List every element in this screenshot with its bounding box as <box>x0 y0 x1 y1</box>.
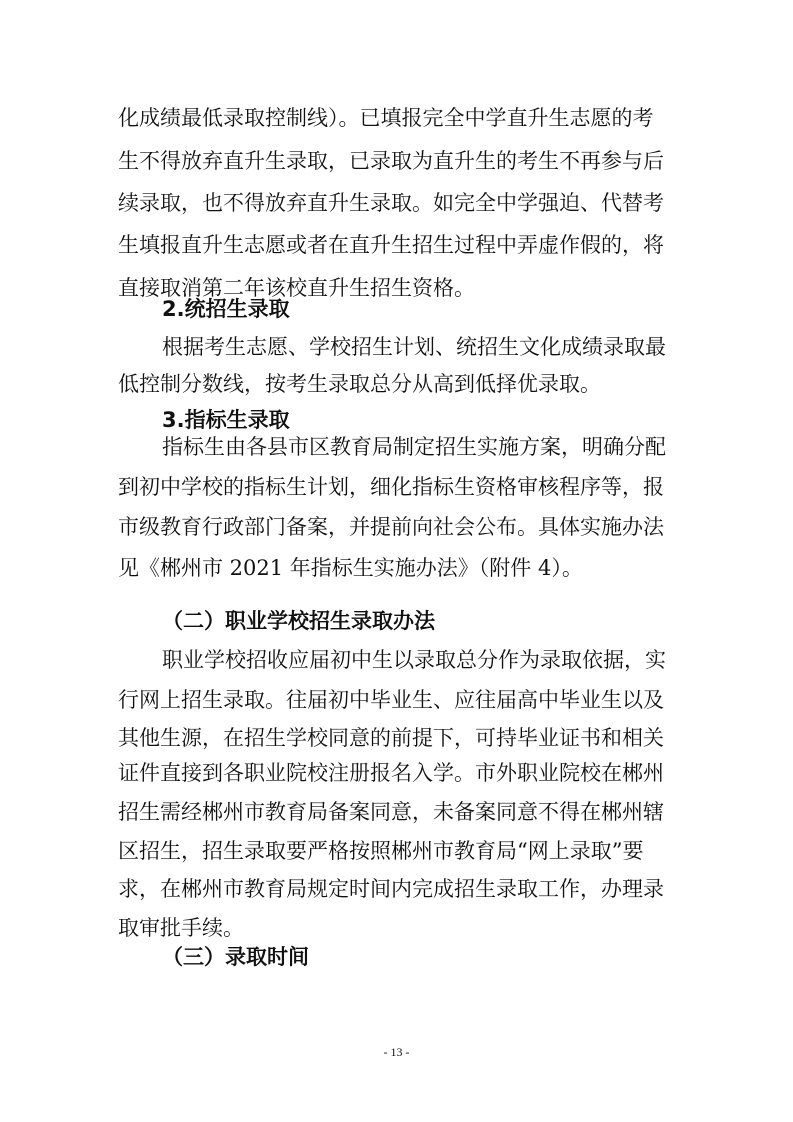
section-heading-admission-time: （三）录取时间 <box>162 945 309 969</box>
paragraph-line: 指标生由各县市区教育局制定招生实施方案，明确分配 <box>162 435 666 459</box>
paragraph-line: 市级教育行政部门备案，并提前向社会公布。具体实施办法 <box>118 515 664 539</box>
paragraph-line: 生填报直升生志愿或者在直升生招生过程中弄虚作假的，将 <box>118 233 664 257</box>
paragraph-line: 求，在郴州市教育局规定时间内完成招生录取工作，办理录 <box>118 877 664 901</box>
paragraph-line: 续录取，也不得放弃直升生录取。如完全中学强迫、代替考 <box>118 191 664 215</box>
paragraph-line: 直接取消第二年该校直升生招生资格。 <box>118 276 475 300</box>
paragraph-line: 取审批手续。 <box>118 916 244 940</box>
page-number: - 13 - <box>383 1045 410 1059</box>
paragraph-line: 其他生源，在招生学校同意的前提下，可持毕业证书和相关 <box>118 726 664 750</box>
paragraph-line: 根据考生志愿、学校招生计划、统招生文化成绩录取最 <box>162 335 666 359</box>
paragraph-line: 行网上招生录取。往届初中毕业生、应往届高中毕业生以及 <box>118 688 664 712</box>
paragraph-line: 见《郴州市 2021 年指标生实施办法》（附件 4）。 <box>118 556 583 580</box>
paragraph-line: 区招生，招生录取要严格按照郴州市教育局“网上录取”要 <box>118 839 644 863</box>
paragraph-line: 证件直接到各职业院校注册报名入学。市外职业院校在郴州 <box>118 761 664 785</box>
subheading-quota-admission: 3.指标生录取 <box>162 408 290 432</box>
section-heading-vocational: （二）职业学校招生录取办法 <box>162 609 435 633</box>
paragraph-line: 到初中学校的指标生计划，细化指标生资格审核程序等，报 <box>118 475 664 499</box>
paragraph-line: 生不得放弃直升生录取，已录取为直升生的考生不再参与后 <box>118 149 664 173</box>
subheading-unified-admission: 2.统招生录取 <box>162 297 290 321</box>
paragraph-line: 招生需经郴州市教育局备案同意，未备案同意不得在郴州辖 <box>118 800 664 824</box>
paragraph-line: 低控制分数线，按考生录取总分从高到低择优录取。 <box>118 372 601 396</box>
paragraph-line: 职业学校招收应届初中生以录取总分作为录取依据，实 <box>162 648 666 672</box>
paragraph-line: 化成绩最低录取控制线）。已填报完全中学直升生志愿的考 <box>118 106 654 130</box>
